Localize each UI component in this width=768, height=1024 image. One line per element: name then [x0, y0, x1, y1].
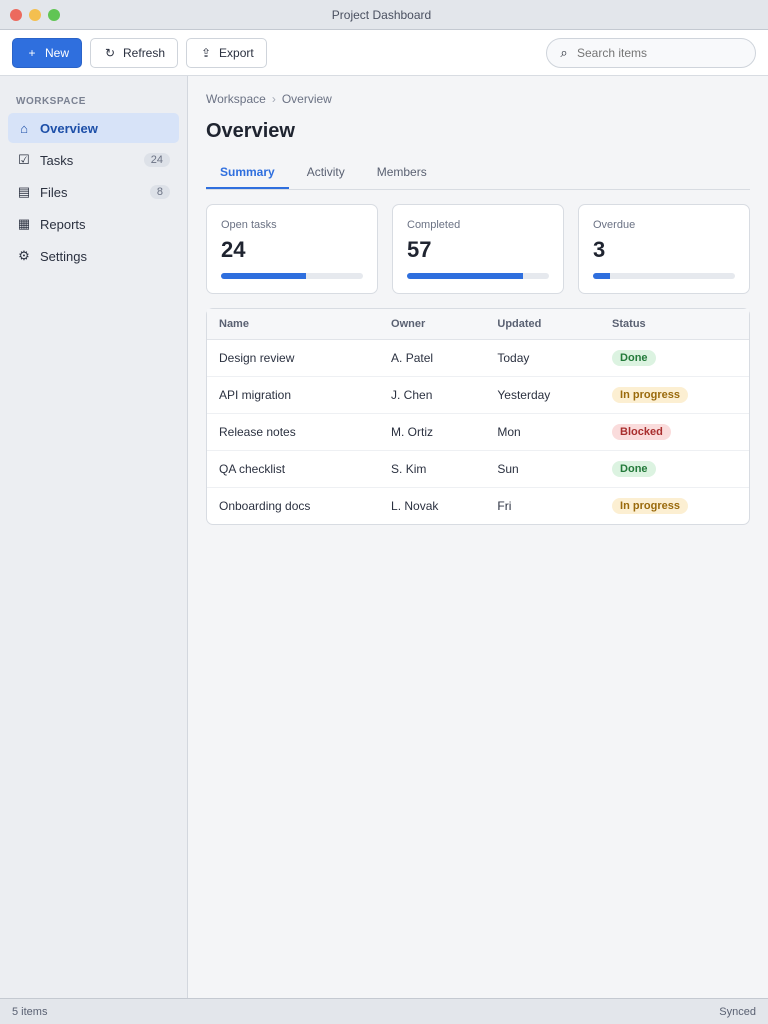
table-cell: Onboarding docs: [219, 499, 311, 513]
sidebar-item-reports[interactable]: [8, 209, 179, 239]
table-cell: [600, 340, 749, 377]
page-title: Overview: [206, 120, 295, 142]
column-header[interactable]: Status: [600, 309, 749, 340]
chart-icon: ▦: [17, 216, 31, 231]
table-row[interactable]: [207, 414, 749, 451]
sidebar-item-count: 24: [144, 153, 170, 167]
table-cell: [600, 414, 749, 451]
status-badge: Done: [612, 350, 656, 366]
table-cell: S. Kim: [379, 451, 485, 488]
table-row[interactable]: [207, 340, 749, 377]
column-header[interactable]: Name: [207, 309, 379, 340]
table-cell: J. Chen: [379, 377, 485, 414]
breadcrumb-current: Overview: [281, 92, 332, 106]
status-left: 5 items: [12, 1005, 48, 1018]
search-icon: ⌕: [560, 44, 568, 60]
tab-activity[interactable]: Activity: [306, 165, 345, 179]
new-label: New: [45, 45, 70, 60]
minimize-window-button[interactable]: [29, 9, 41, 21]
stat-progress-bar: [593, 273, 735, 279]
stat-value: 57: [407, 237, 432, 262]
table-cell: QA checklist: [207, 451, 379, 488]
status-badge: In progress: [612, 387, 688, 403]
tab-summary[interactable]: Summary: [206, 157, 289, 189]
stat-value: 24: [221, 237, 246, 262]
sidebar-item-tasks[interactable]: [8, 145, 179, 175]
stat-card: [578, 204, 750, 294]
stat-progress-bar: [407, 273, 549, 279]
refresh-button[interactable]: [90, 38, 178, 68]
stat-card: [206, 204, 378, 294]
export-button[interactable]: [186, 38, 267, 68]
table-cell: [600, 377, 749, 414]
table-cell: Mon: [485, 414, 600, 451]
stat-progress-fill: [407, 273, 523, 279]
maximize-window-button[interactable]: [48, 9, 60, 21]
table-cell: Fri: [497, 499, 512, 513]
table-cell: [600, 488, 749, 525]
sidebar-item-label: Tasks: [40, 152, 74, 168]
stat-label: Completed: [407, 219, 461, 231]
title-bar: [0, 0, 768, 30]
table-cell: Yesterday: [485, 377, 600, 414]
table-cell: API migration: [207, 377, 379, 414]
checklist-icon: ☑: [18, 152, 30, 167]
breadcrumb-root[interactable]: Workspace: [206, 92, 266, 106]
status-badge: Done: [612, 461, 656, 477]
content-area: [0, 76, 768, 998]
chevron-right-icon: ›: [271, 92, 276, 106]
stats-row: [206, 204, 750, 294]
table-cell: Today: [485, 340, 600, 377]
table-header-row: [207, 309, 749, 340]
stat-label: Overdue: [593, 219, 636, 231]
export-label: Export: [219, 45, 254, 60]
sidebar-item-files[interactable]: [8, 177, 179, 207]
table-body: [207, 340, 749, 525]
refresh-label: Refresh: [123, 45, 166, 60]
column-header[interactable]: Updated: [485, 309, 600, 340]
items-table-card: [206, 308, 750, 525]
search-box: [546, 38, 756, 68]
table-cell: Design review: [207, 340, 379, 377]
toolbar: [0, 30, 768, 76]
table-cell: Release notes: [207, 414, 379, 451]
table-cell: L. Novak: [391, 499, 439, 513]
home-icon: ⌂: [20, 120, 28, 136]
window-controls: [10, 9, 60, 21]
stat-card: [392, 204, 564, 294]
status-badge: Blocked: [612, 424, 671, 440]
tab-bar: [206, 157, 750, 190]
export-icon: ⇪: [201, 45, 212, 60]
window-title: Project Dashboard: [331, 7, 432, 22]
sidebar-item-label: Files: [40, 184, 68, 200]
stat-progress-bar: [221, 273, 363, 279]
table-cell: M. Ortiz: [379, 414, 485, 451]
plus-icon: +: [28, 45, 36, 60]
breadcrumb: [206, 92, 750, 106]
refresh-icon: ↻: [104, 45, 116, 60]
sidebar-item-settings[interactable]: [8, 241, 179, 271]
sidebar-item-label: Settings: [40, 248, 87, 264]
sync-status: Synced: [719, 1005, 756, 1018]
stat-progress-fill: [593, 273, 610, 279]
status-bar: [0, 998, 768, 1024]
main-panel: [188, 76, 768, 998]
sidebar-item-overview[interactable]: [8, 113, 179, 143]
search-input[interactable]: [577, 46, 745, 60]
table-cell: [600, 451, 749, 488]
table-row[interactable]: [207, 377, 749, 414]
tab-members[interactable]: Members: [376, 165, 427, 179]
table-cell: Sun: [485, 451, 600, 488]
table-cell: A. Patel: [379, 340, 485, 377]
folder-icon: ▤: [17, 184, 31, 199]
stat-value: 3: [593, 237, 606, 262]
stat-progress-fill: [221, 273, 306, 279]
column-header[interactable]: Owner: [379, 309, 485, 340]
items-table: [207, 309, 749, 524]
sidebar: [0, 76, 188, 998]
sidebar-item-label: Overview: [40, 120, 98, 136]
gear-icon: ⚙: [18, 248, 30, 263]
status-badge: In progress: [612, 498, 688, 514]
table-row[interactable]: [207, 451, 749, 488]
sidebar-item-label: Reports: [40, 216, 86, 232]
sidebar-item-count: 8: [150, 185, 170, 199]
close-window-button[interactable]: [10, 9, 22, 21]
new-button[interactable]: [12, 38, 82, 68]
sidebar-heading: WORKSPACE: [16, 96, 86, 107]
table-row[interactable]: [207, 488, 749, 525]
stat-label: Open tasks: [221, 219, 277, 231]
